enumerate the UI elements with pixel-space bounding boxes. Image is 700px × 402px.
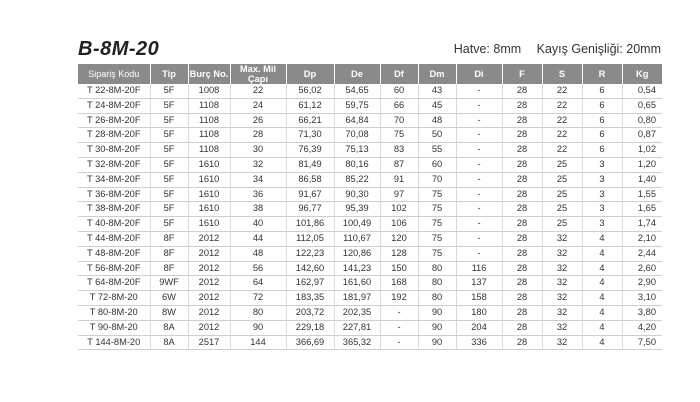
- cell-dm: 75: [418, 246, 456, 261]
- cell-s: 25: [542, 217, 582, 232]
- cell-s: 32: [542, 231, 582, 246]
- cell-bushing-no: 1108: [188, 98, 230, 113]
- cell-r: 3: [582, 187, 622, 202]
- cell-df: 91: [380, 172, 418, 187]
- cell-df: -: [380, 320, 418, 335]
- cell-df: 106: [380, 217, 418, 232]
- cell-r: 4: [582, 291, 622, 306]
- cell-order-code: T 24-8M-20F: [78, 98, 150, 113]
- cell-di: -: [456, 143, 502, 158]
- cell-max-shaft: 144: [230, 335, 286, 350]
- cell-type: 5F: [150, 98, 188, 113]
- cell-type: 5F: [150, 84, 188, 98]
- cell-kg: 1,74: [622, 217, 662, 232]
- table-row: [78, 98, 662, 113]
- cell-type: 9WF: [150, 276, 188, 291]
- cell-df: 97: [380, 187, 418, 202]
- cell-f: 28: [502, 143, 542, 158]
- cell-max-shaft: 38: [230, 202, 286, 217]
- cell-order-code: T 22-8M-20F: [78, 84, 150, 98]
- cell-s: 32: [542, 291, 582, 306]
- cell-kg: 1,55: [622, 187, 662, 202]
- cell-kg: 1,40: [622, 172, 662, 187]
- table-row: [78, 157, 662, 172]
- table-row: [78, 231, 662, 246]
- cell-bushing-no: 2517: [188, 335, 230, 350]
- cell-de: 64,84: [334, 113, 380, 128]
- cell-kg: 2,10: [622, 231, 662, 246]
- cell-type: 8A: [150, 335, 188, 350]
- cell-max-shaft: 44: [230, 231, 286, 246]
- cell-kg: 1,65: [622, 202, 662, 217]
- column-header-bushing-no: Burç No.: [188, 64, 230, 84]
- cell-di: -: [456, 157, 502, 172]
- cell-de: 181,97: [334, 291, 380, 306]
- cell-di: -: [456, 231, 502, 246]
- cell-f: 28: [502, 276, 542, 291]
- column-header-dm: Dm: [418, 64, 456, 84]
- cell-r: 4: [582, 335, 622, 350]
- cell-dp: 86,58: [286, 172, 334, 187]
- cell-df: 128: [380, 246, 418, 261]
- cell-order-code: T 40-8M-20F: [78, 217, 150, 232]
- cell-s: 32: [542, 305, 582, 320]
- cell-dp: 81,49: [286, 157, 334, 172]
- cell-dp: 162,97: [286, 276, 334, 291]
- column-header-f: F: [502, 64, 542, 84]
- cell-s: 25: [542, 187, 582, 202]
- cell-di: 158: [456, 291, 502, 306]
- cell-dp: 366,69: [286, 335, 334, 350]
- cell-f: 28: [502, 246, 542, 261]
- cell-kg: 3,10: [622, 291, 662, 306]
- column-header-s: S: [542, 64, 582, 84]
- cell-dm: 90: [418, 320, 456, 335]
- cell-r: 6: [582, 128, 622, 143]
- cell-df: 70: [380, 113, 418, 128]
- column-header-order-code: Sipariş Kodu: [78, 64, 150, 84]
- cell-max-shaft: 64: [230, 276, 286, 291]
- cell-kg: 0,80: [622, 113, 662, 128]
- cell-max-shaft: 24: [230, 98, 286, 113]
- cell-df: 102: [380, 202, 418, 217]
- cell-df: 75: [380, 128, 418, 143]
- cell-df: 120: [380, 231, 418, 246]
- cell-bushing-no: 2012: [188, 320, 230, 335]
- cell-di: -: [456, 84, 502, 98]
- column-header-df: Df: [380, 64, 418, 84]
- table-row: [78, 276, 662, 291]
- cell-type: 8W: [150, 305, 188, 320]
- cell-r: 3: [582, 202, 622, 217]
- cell-di: 116: [456, 261, 502, 276]
- table-row: [78, 143, 662, 158]
- cell-r: 6: [582, 143, 622, 158]
- cell-kg: 2,60: [622, 261, 662, 276]
- cell-f: 28: [502, 217, 542, 232]
- cell-type: 8A: [150, 320, 188, 335]
- cell-di: -: [456, 187, 502, 202]
- cell-de: 85,22: [334, 172, 380, 187]
- cell-di: -: [456, 128, 502, 143]
- cell-f: 28: [502, 320, 542, 335]
- table-row: [78, 305, 662, 320]
- cell-bushing-no: 1108: [188, 128, 230, 143]
- cell-kg: 1,20: [622, 157, 662, 172]
- cell-max-shaft: 28: [230, 128, 286, 143]
- cell-r: 6: [582, 84, 622, 98]
- table-row: [78, 291, 662, 306]
- cell-s: 22: [542, 128, 582, 143]
- cell-dp: 71,30: [286, 128, 334, 143]
- cell-bushing-no: 1610: [188, 157, 230, 172]
- cell-s: 32: [542, 261, 582, 276]
- table-row: [78, 320, 662, 335]
- cell-max-shaft: 32: [230, 157, 286, 172]
- cell-bushing-no: 2012: [188, 305, 230, 320]
- cell-di: -: [456, 172, 502, 187]
- cell-bushing-no: 1008: [188, 84, 230, 98]
- cell-kg: 0,54: [622, 84, 662, 98]
- cell-de: 110,67: [334, 231, 380, 246]
- cell-dp: 61,12: [286, 98, 334, 113]
- cell-de: 365,32: [334, 335, 380, 350]
- cell-max-shaft: 36: [230, 187, 286, 202]
- cell-s: 32: [542, 320, 582, 335]
- table-row: [78, 202, 662, 217]
- cell-s: 22: [542, 98, 582, 113]
- cell-dm: 80: [418, 261, 456, 276]
- cell-dm: 75: [418, 202, 456, 217]
- cell-bushing-no: 1108: [188, 113, 230, 128]
- pulley-spec-table: [78, 64, 662, 350]
- cell-kg: 3,80: [622, 305, 662, 320]
- cell-kg: 0,65: [622, 98, 662, 113]
- cell-df: 60: [380, 84, 418, 98]
- cell-type: 8F: [150, 231, 188, 246]
- cell-r: 4: [582, 276, 622, 291]
- cell-f: 28: [502, 128, 542, 143]
- cell-df: -: [380, 335, 418, 350]
- cell-type: 5F: [150, 143, 188, 158]
- cell-s: 22: [542, 143, 582, 158]
- cell-bushing-no: 1108: [188, 143, 230, 158]
- cell-max-shaft: 56: [230, 261, 286, 276]
- cell-dp: 56,02: [286, 84, 334, 98]
- cell-de: 100,49: [334, 217, 380, 232]
- cell-f: 28: [502, 187, 542, 202]
- cell-max-shaft: 80: [230, 305, 286, 320]
- cell-dm: 55: [418, 143, 456, 158]
- cell-max-shaft: 40: [230, 217, 286, 232]
- cell-bushing-no: 2012: [188, 276, 230, 291]
- cell-order-code: T 38-8M-20F: [78, 202, 150, 217]
- table-row: [78, 172, 662, 187]
- cell-order-code: T 90-8M-20: [78, 320, 150, 335]
- cell-de: 120,86: [334, 246, 380, 261]
- cell-df: 87: [380, 157, 418, 172]
- cell-dm: 90: [418, 335, 456, 350]
- cell-di: 204: [456, 320, 502, 335]
- cell-dm: 48: [418, 113, 456, 128]
- cell-bushing-no: 1610: [188, 187, 230, 202]
- cell-order-code: T 26-8M-20F: [78, 113, 150, 128]
- cell-type: 6W: [150, 291, 188, 306]
- cell-dp: 112,05: [286, 231, 334, 246]
- cell-r: 4: [582, 231, 622, 246]
- cell-dm: 75: [418, 231, 456, 246]
- belt-specs: [454, 42, 661, 56]
- cell-f: 28: [502, 261, 542, 276]
- cell-dp: 101,86: [286, 217, 334, 232]
- cell-f: 28: [502, 305, 542, 320]
- cell-type: 5F: [150, 202, 188, 217]
- cell-dp: 66,21: [286, 113, 334, 128]
- cell-de: 161,60: [334, 276, 380, 291]
- cell-dm: 45: [418, 98, 456, 113]
- cell-df: 192: [380, 291, 418, 306]
- cell-r: 4: [582, 305, 622, 320]
- cell-f: 28: [502, 98, 542, 113]
- table-row: [78, 187, 662, 202]
- column-header-dp: Dp: [286, 64, 334, 84]
- cell-order-code: T 36-8M-20F: [78, 187, 150, 202]
- cell-order-code: T 34-8M-20F: [78, 172, 150, 187]
- cell-dp: 91,67: [286, 187, 334, 202]
- cell-kg: 7,50: [622, 335, 662, 350]
- cell-type: 5F: [150, 217, 188, 232]
- cell-kg: 2,44: [622, 246, 662, 261]
- cell-r: 3: [582, 217, 622, 232]
- cell-s: 25: [542, 172, 582, 187]
- table-row: [78, 84, 662, 98]
- cell-di: 137: [456, 276, 502, 291]
- belt-width-label: Kayış Genişliği: 20mm: [536, 42, 661, 56]
- cell-max-shaft: 48: [230, 246, 286, 261]
- cell-s: 22: [542, 113, 582, 128]
- cell-f: 28: [502, 84, 542, 98]
- cell-r: 4: [582, 320, 622, 335]
- cell-f: 28: [502, 172, 542, 187]
- cell-di: -: [456, 98, 502, 113]
- cell-r: 4: [582, 246, 622, 261]
- cell-dm: 50: [418, 128, 456, 143]
- column-header-di: Di: [456, 64, 502, 84]
- cell-dp: 142,60: [286, 261, 334, 276]
- cell-de: 141,23: [334, 261, 380, 276]
- cell-f: 28: [502, 202, 542, 217]
- cell-max-shaft: 22: [230, 84, 286, 98]
- cell-dp: 183,35: [286, 291, 334, 306]
- cell-r: 4: [582, 261, 622, 276]
- cell-f: 28: [502, 231, 542, 246]
- cell-dm: 43: [418, 84, 456, 98]
- cell-di: -: [456, 113, 502, 128]
- cell-dm: 70: [418, 172, 456, 187]
- cell-f: 28: [502, 335, 542, 350]
- cell-dp: 96,77: [286, 202, 334, 217]
- cell-de: 227,81: [334, 320, 380, 335]
- cell-r: 6: [582, 98, 622, 113]
- cell-bushing-no: 2012: [188, 291, 230, 306]
- table-row: [78, 246, 662, 261]
- cell-kg: 2,90: [622, 276, 662, 291]
- cell-s: 25: [542, 202, 582, 217]
- cell-f: 28: [502, 113, 542, 128]
- table-row: [78, 128, 662, 143]
- cell-di: -: [456, 202, 502, 217]
- cell-r: 3: [582, 172, 622, 187]
- cell-df: 83: [380, 143, 418, 158]
- cell-type: 5F: [150, 172, 188, 187]
- cell-de: 202,35: [334, 305, 380, 320]
- cell-de: 59,75: [334, 98, 380, 113]
- cell-order-code: T 32-8M-20F: [78, 157, 150, 172]
- cell-type: 5F: [150, 157, 188, 172]
- cell-s: 32: [542, 276, 582, 291]
- cell-r: 6: [582, 113, 622, 128]
- cell-order-code: T 144-8M-20: [78, 335, 150, 350]
- cell-s: 32: [542, 246, 582, 261]
- cell-dm: 60: [418, 157, 456, 172]
- cell-order-code: T 64-8M-20F: [78, 276, 150, 291]
- cell-order-code: T 30-8M-20F: [78, 143, 150, 158]
- cell-dm: 80: [418, 276, 456, 291]
- cell-dm: 90: [418, 305, 456, 320]
- cell-di: 336: [456, 335, 502, 350]
- cell-dm: 80: [418, 291, 456, 306]
- cell-bushing-no: 1610: [188, 172, 230, 187]
- cell-max-shaft: 72: [230, 291, 286, 306]
- cell-max-shaft: 34: [230, 172, 286, 187]
- column-header-r: R: [582, 64, 622, 84]
- cell-de: 80,16: [334, 157, 380, 172]
- cell-s: 32: [542, 335, 582, 350]
- cell-di: -: [456, 246, 502, 261]
- table-header-row: [78, 64, 662, 84]
- cell-f: 28: [502, 157, 542, 172]
- cell-bushing-no: 1610: [188, 217, 230, 232]
- cell-f: 28: [502, 291, 542, 306]
- cell-order-code: T 28-8M-20F: [78, 128, 150, 143]
- table-row: [78, 217, 662, 232]
- cell-order-code: T 44-8M-20F: [78, 231, 150, 246]
- cell-type: 8F: [150, 261, 188, 276]
- cell-type: 8F: [150, 246, 188, 261]
- column-header-max-shaft: Max. Mil Çapı: [230, 64, 286, 84]
- cell-order-code: T 48-8M-20F: [78, 246, 150, 261]
- column-header-de: De: [334, 64, 380, 84]
- page-title: B-8M-20: [78, 38, 160, 60]
- pitch-label: Hatve: 8mm: [453, 42, 522, 56]
- cell-df: 168: [380, 276, 418, 291]
- cell-di: 180: [456, 305, 502, 320]
- cell-bushing-no: 1610: [188, 202, 230, 217]
- cell-max-shaft: 26: [230, 113, 286, 128]
- cell-de: 95,39: [334, 202, 380, 217]
- cell-s: 25: [542, 157, 582, 172]
- cell-bushing-no: 2012: [188, 231, 230, 246]
- cell-max-shaft: 90: [230, 320, 286, 335]
- cell-df: 150: [380, 261, 418, 276]
- table-row: [78, 261, 662, 276]
- cell-de: 90,30: [334, 187, 380, 202]
- cell-bushing-no: 2012: [188, 261, 230, 276]
- cell-dp: 76,39: [286, 143, 334, 158]
- cell-type: 5F: [150, 187, 188, 202]
- cell-dm: 75: [418, 187, 456, 202]
- cell-type: 5F: [150, 128, 188, 143]
- cell-kg: 1,02: [622, 143, 662, 158]
- table-row: [78, 113, 662, 128]
- cell-kg: 0,87: [622, 128, 662, 143]
- cell-order-code: T 72-8M-20: [78, 291, 150, 306]
- column-header-type: Tip: [150, 64, 188, 84]
- cell-kg: 4,20: [622, 320, 662, 335]
- column-header-kg: Kg: [622, 64, 662, 84]
- cell-r: 3: [582, 157, 622, 172]
- cell-de: 54,65: [334, 84, 380, 98]
- cell-dp: 122,23: [286, 246, 334, 261]
- cell-dp: 229,18: [286, 320, 334, 335]
- cell-order-code: T 80-8M-20: [78, 305, 150, 320]
- cell-max-shaft: 30: [230, 143, 286, 158]
- cell-de: 70,08: [334, 128, 380, 143]
- cell-dm: 75: [418, 217, 456, 232]
- cell-order-code: T 56-8M-20F: [78, 261, 150, 276]
- cell-dp: 203,72: [286, 305, 334, 320]
- cell-bushing-no: 2012: [188, 246, 230, 261]
- cell-di: -: [456, 217, 502, 232]
- cell-s: 22: [542, 84, 582, 98]
- table-row: [78, 335, 662, 350]
- cell-de: 75,13: [334, 143, 380, 158]
- cell-df: 66: [380, 98, 418, 113]
- cell-type: 5F: [150, 113, 188, 128]
- cell-df: -: [380, 305, 418, 320]
